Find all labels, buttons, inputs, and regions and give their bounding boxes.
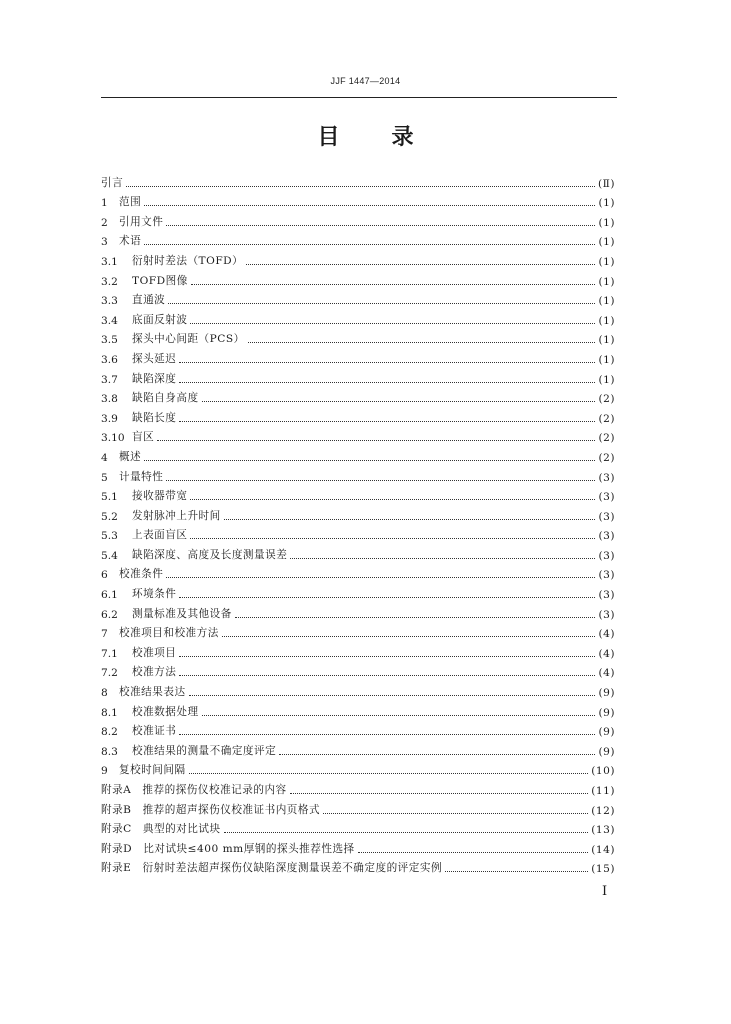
toc-entry-number: 3.2 [101,275,118,288]
toc-entry-page: (9) [598,706,615,719]
toc-entry-title: 探头中心间距（PCS） [132,333,245,346]
toc-entry-number: 5.2 [101,510,118,523]
toc-entry[interactable] [101,523,615,543]
toc-entry-page: (3) [598,471,615,484]
toc-entry-title: 上表面盲区 [132,529,188,542]
toc-entry[interactable] [101,777,615,797]
toc-entry-page: (2) [598,451,615,464]
toc-entry-number: 8.3 [101,745,118,758]
toc-dot-leader [168,303,595,304]
toc-dot-leader [179,421,595,422]
toc-dot-leader [179,597,595,598]
toc-entry[interactable] [101,562,615,582]
toc-entry-number: 3.10 [101,432,125,445]
toc-entry-title: 底面反射波 [132,313,188,326]
toc-entry-number: 3.6 [101,353,118,366]
toc-entry-number: 3 [101,236,108,249]
toc-entry[interactable] [101,268,615,288]
toc-entry-page: (9) [598,687,615,700]
toc-dot-leader [179,382,595,383]
toc-entry[interactable] [101,444,615,464]
toc-entry-title: 复校时间间隔 [119,764,186,777]
toc-entry-title: 缺陷长度 [132,411,177,424]
toc-dot-leader [179,675,595,676]
toc-entry[interactable] [101,542,615,562]
toc-entry-number: 5.4 [101,549,118,562]
toc-dot-leader [126,186,595,187]
toc-entry[interactable] [101,170,615,190]
toc-entry[interactable] [101,425,615,445]
toc-entry-page: (15) [591,863,615,876]
toc-dot-leader [358,852,589,853]
toc-entry-page: (1) [598,216,615,229]
toc-entry-number: 5 [101,471,108,484]
toc-entry-page: (1) [598,197,615,210]
page-number: I [602,884,608,899]
toc-entry[interactable] [101,366,615,386]
toc-entry-number: 7.2 [101,667,118,680]
toc-entry-number: 6.1 [101,589,118,602]
toc-entry[interactable] [101,484,615,504]
toc-dot-leader [323,813,588,814]
toc-entry-title: 校准项目和校准方法 [119,627,219,640]
toc-entry-number: 8 [101,687,108,700]
toc-entry-page: (3) [598,608,615,621]
toc-entry-title: 发射脉冲上升时间 [132,509,221,522]
toc-entry-page: (1) [598,334,615,347]
toc-entry-page: (1) [598,314,615,327]
toc-entry-title: 盲区 [132,431,155,444]
toc-entry-page: (4) [598,647,615,660]
toc-dot-leader [157,440,595,441]
toc-entry-number: 6.2 [101,608,118,621]
page-title [0,120,731,151]
toc-dot-leader [222,636,596,637]
toc-entry-title: 衍射时差法（TOFD） [132,254,244,267]
toc-entry-number: 3.1 [101,255,118,268]
toc-entry-page: (11) [591,785,615,797]
toc-dot-leader [246,264,595,265]
toc-entry-title: 测量标准及其他设备 [132,607,232,620]
toc-dot-leader [190,499,595,500]
toc-entry-title: 校准证书 [132,725,177,738]
toc-entry-page: (2) [598,432,615,445]
toc-entry-title: 环境条件 [132,588,177,601]
toc-dot-leader [179,362,595,363]
toc-entry-number: 4 [101,451,108,464]
toc-entry-page: (3) [598,589,615,602]
toc-entry-title: 术语 [119,235,142,248]
toc-entry[interactable] [101,346,615,366]
toc-entry[interactable] [101,190,615,210]
toc-dot-leader [166,480,595,481]
toc-entry-title: 概述 [119,450,142,463]
toc-entry-page: (10) [591,765,615,778]
toc-entry[interactable] [101,581,615,601]
toc-entry-page: (2) [598,412,615,425]
toc-entry-title: 引言 [101,176,124,189]
toc-entry-page: (9) [598,726,615,739]
toc-entry-title: 缺陷深度 [132,372,177,385]
toc-entry-title: 校准项目 [132,646,177,659]
running-header: JJF 1447—2014 [330,76,401,86]
toc-dot-leader [144,244,595,245]
toc-dot-leader [290,558,595,559]
toc-entry[interactable] [101,699,615,719]
toc-entry-title: 校准方法 [132,666,177,679]
toc-entry-number: 1 [101,197,108,210]
toc-entry-number: 8.2 [101,726,118,739]
toc-entry[interactable] [101,758,615,778]
toc-entry-number: 8.1 [101,706,118,719]
toc-entry[interactable] [101,640,615,660]
toc-entry[interactable] [101,248,615,268]
toc-entry-number: 3.4 [101,314,118,327]
toc-dot-leader [190,538,595,539]
title-char-right: 录 [391,125,414,150]
toc-entry[interactable] [101,738,615,758]
toc-dot-leader [202,715,596,716]
toc-entry-title: 直通波 [132,294,166,307]
toc-entry-number: 3.9 [101,412,118,425]
toc-dot-leader [445,871,588,872]
toc-entry[interactable] [101,209,615,229]
toc-entry[interactable] [101,288,615,308]
header-rule [101,97,617,98]
toc-entry-title: 附录A 推荐的探伤仪校准记录的内容 [101,784,287,796]
toc-entry-page: (1) [598,236,615,249]
toc-dot-leader [189,695,596,696]
toc-entry[interactable] [101,660,615,680]
toc-entry-number: 3.8 [101,393,118,406]
toc-entry-page: (3) [598,569,615,582]
title-char-left: 目 [317,125,340,150]
toc-entry[interactable] [101,405,615,425]
toc-dot-leader [248,342,596,343]
toc-entry-title: 校准结果的测量不确定度评定 [132,744,277,757]
toc-entry-number: 2 [101,216,108,229]
toc-entry-number: 6 [101,569,108,582]
toc-entry-page: (14) [591,843,615,856]
toc-entry-page: (13) [591,824,615,837]
toc-entry-title: 引用文件 [119,215,164,228]
toc-entry-page: (3) [598,491,615,504]
toc-dot-leader [166,577,595,578]
toc-dot-leader [144,460,595,461]
toc-entry-page: (1) [598,255,615,268]
toc-entry[interactable] [101,817,615,837]
toc-entry-title: TOFD图像 [132,274,188,287]
toc-dot-leader [166,225,595,226]
toc-entry-title: 校准条件 [119,568,164,581]
toc-entry-page: (3) [598,549,615,562]
toc-entry[interactable] [101,386,615,406]
toc-dot-leader [235,617,596,618]
toc-entry[interactable] [101,601,615,621]
toc-entry[interactable] [101,797,615,817]
toc-entry[interactable] [101,719,615,739]
toc-entry-page: (12) [591,804,615,817]
toc-dot-leader [190,323,595,324]
toc-entry-number: 9 [101,765,108,778]
table-of-contents [101,170,615,875]
toc-dot-leader [179,656,595,657]
toc-entry-page: (1) [598,275,615,288]
toc-entry-page: (Ⅱ) [598,177,615,190]
toc-entry-title: 附录E 衍射时差法超声探伤仪缺陷深度测量误差不确定度的评定实例 [101,862,443,875]
toc-entry-page: (4) [598,667,615,680]
toc-entry-page: (2) [598,393,615,406]
toc-entry-title: 范围 [119,196,142,209]
toc-entry-title: 缺陷自身高度 [132,392,199,405]
toc-entry[interactable] [101,679,615,699]
toc-entry-page: (4) [598,628,615,641]
toc-entry-number: 7 [101,628,108,641]
toc-entry-title: 接收器带宽 [132,490,188,503]
toc-entry-page: (3) [598,530,615,543]
toc-entry-number: 5.1 [101,491,118,504]
toc-entry-page: (9) [598,745,615,758]
toc-entry-page: (1) [598,373,615,386]
toc-dot-leader [224,519,596,520]
toc-entry[interactable] [101,836,615,856]
toc-entry-title: 附录B 推荐的超声探伤仪校准证书内页格式 [101,803,321,816]
toc-dot-leader [191,284,596,285]
toc-entry-number: 3.7 [101,373,118,386]
toc-dot-leader [179,734,595,735]
toc-entry-title: 计量特性 [119,470,164,483]
toc-entry-page: (1) [598,295,615,308]
toc-entry[interactable] [101,621,615,641]
toc-entry[interactable] [101,856,615,876]
toc-entry-number: 3.5 [101,334,118,347]
toc-dot-leader [224,832,589,833]
toc-entry-number: 7.1 [101,647,118,660]
toc-entry[interactable] [101,229,615,249]
toc-entry-number: 3.3 [101,295,118,308]
toc-entry-title: 附录D 比对试块≤400 mm厚钢的探头推荐性选择 [101,842,355,855]
toc-entry-number: 5.3 [101,530,118,543]
toc-dot-leader [189,773,589,774]
toc-entry[interactable] [101,503,615,523]
toc-entry-title: 探头延迟 [132,352,177,365]
toc-entry[interactable] [101,464,615,484]
toc-entry-title: 附录C 典型的对比试块 [101,823,221,836]
toc-entry-page: (1) [598,353,615,366]
toc-dot-leader [202,401,596,402]
toc-entry-title: 校准数据处理 [132,705,199,718]
toc-dot-leader [279,754,595,755]
toc-entry-title: 缺陷深度、高度及长度测量误差 [132,548,288,561]
toc-entry-page: (3) [598,510,615,523]
toc-dot-leader [144,205,595,206]
toc-entry[interactable] [101,327,615,347]
toc-dot-leader [290,793,589,794]
toc-entry-title: 校准结果表达 [119,686,186,699]
toc-entry[interactable] [101,307,615,327]
